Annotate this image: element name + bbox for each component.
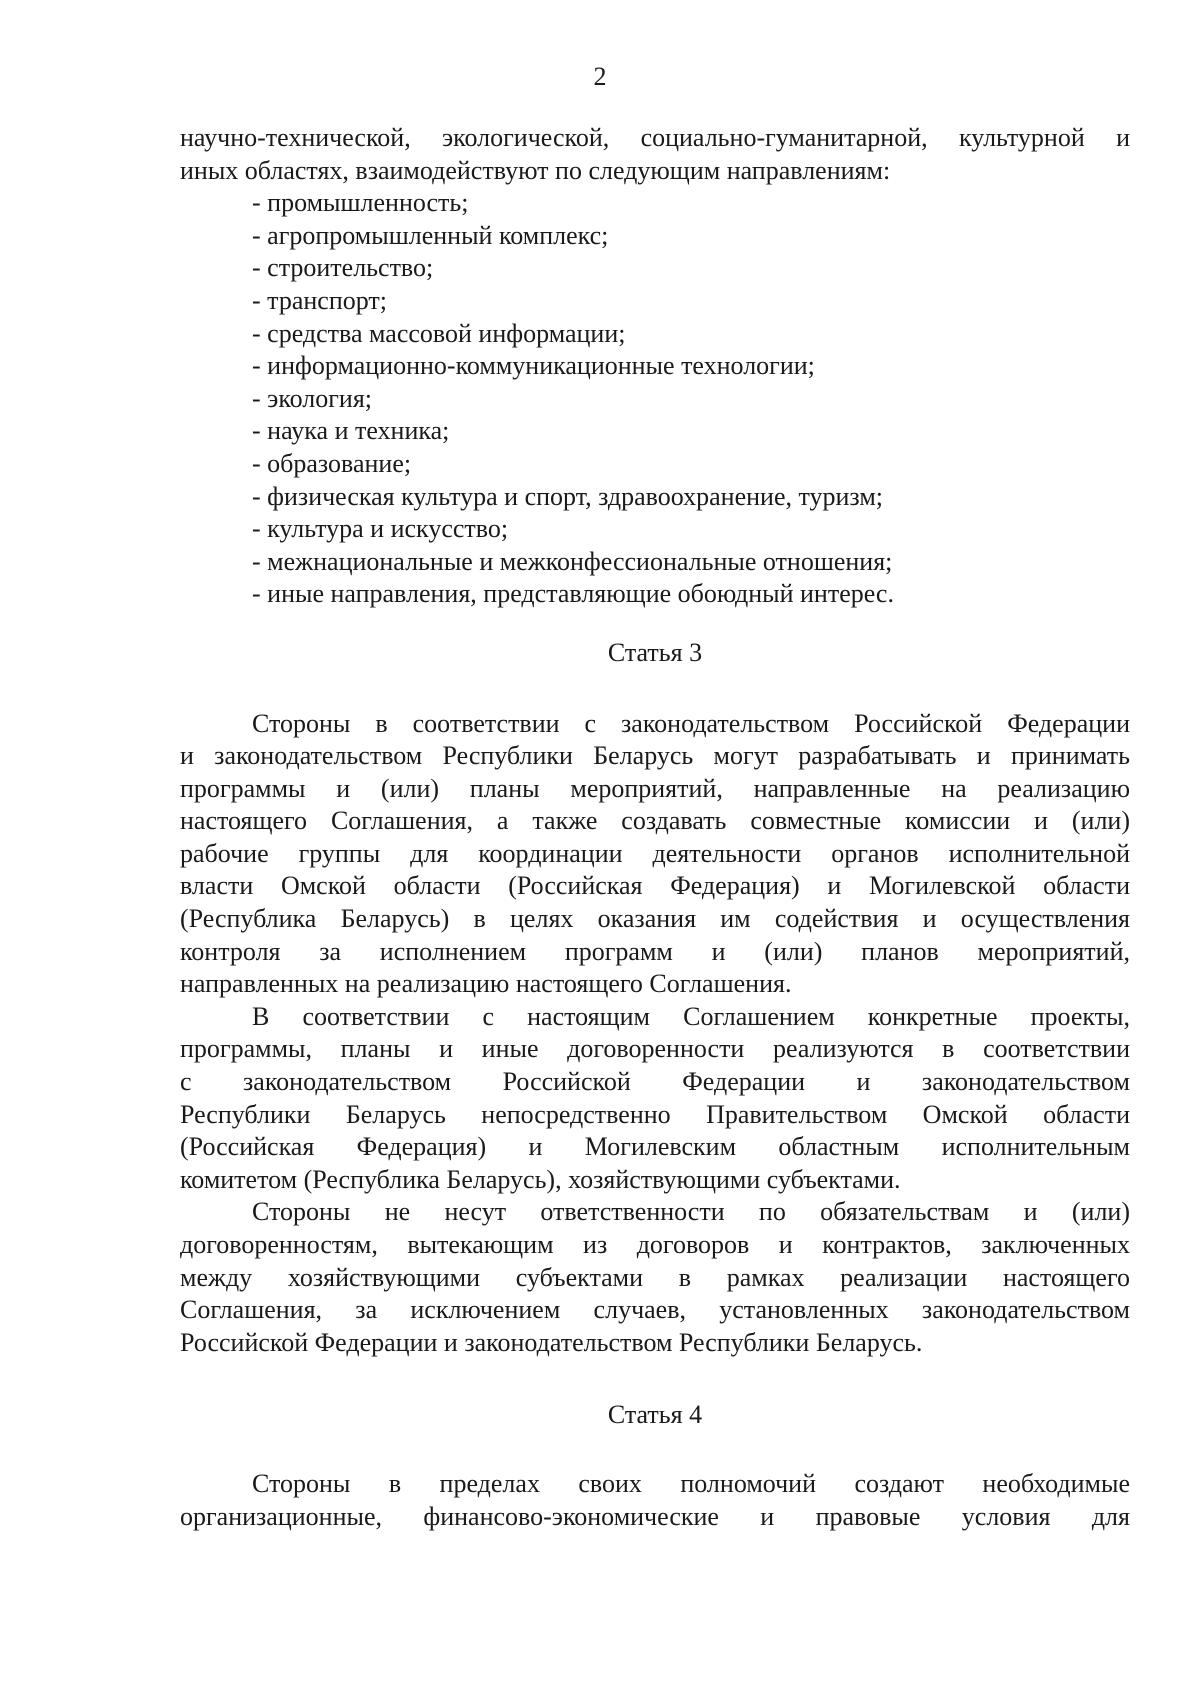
paragraph-line: Российской Федерации и законодательством Республики Беларусь. xyxy=(180,1327,923,1357)
paragraph-line: Соглашения, за исключением случаев, установленных законодательством xyxy=(180,1295,1130,1325)
list-item: - физическая культура и спорт, здравоохранение, туризм; xyxy=(252,481,883,511)
paragraph-line: между хозяйствующими субъектами в рамках реализации настоящего xyxy=(180,1262,1130,1292)
list-item: - наука и техника; xyxy=(252,416,450,446)
paragraph-line: настоящего Соглашения, а также создавать совместные комиссии и (или) xyxy=(180,806,1130,836)
list-item: - информационно-коммуникационные технологии; xyxy=(252,351,815,381)
article-4-paragraph-1 xyxy=(180,1468,1130,1533)
paragraph-line: власти Омской области (Российская Федерация) и Могилевской области xyxy=(180,871,1130,901)
list-item: - иные направления, представляющие обоюдный интерес. xyxy=(252,579,894,609)
paragraph-line: Стороны не несут ответственности по обязательствам и (или) xyxy=(252,1197,1130,1227)
list-item: - средства массовой информации; xyxy=(252,318,626,348)
page-number: 2 xyxy=(593,62,607,91)
paragraph-line: комитетом (Республика Беларусь), хозяйствующими субъектами. xyxy=(180,1164,901,1194)
list-item: - межнациональные и межконфессиональные отношения; xyxy=(252,546,893,576)
paragraph-line: Стороны в соответствии с законодательством Российской Федерации xyxy=(252,708,1130,738)
paragraph-line: Республики Беларусь непосредственно Правительством Омской области xyxy=(180,1099,1130,1129)
article-3-paragraph-3 xyxy=(180,1196,1130,1359)
paragraph-line: контроля за исполнением программ и (или) планов мероприятий, xyxy=(180,936,1130,966)
paragraph-line: программы и (или) планы мероприятий, направленные на реализацию xyxy=(180,773,1130,803)
intro-line: научно-технической, экологической, социально-гуманитарной, культурной и xyxy=(180,123,1130,152)
paragraph-line: Стороны в пределах своих полномочий создают необходимые xyxy=(252,1468,1130,1498)
paragraph-line: и законодательством Республики Беларусь могут разрабатывать и принимать xyxy=(180,741,1130,771)
list-item: - промышленность; xyxy=(252,188,469,218)
article-4-heading: Статья 4 xyxy=(607,1400,703,1430)
paragraph-line: организационные, финансово-экономические и правовые условия для xyxy=(180,1501,1130,1531)
paragraph-line: В соответствии с настоящим Соглашением конкретные проекты, xyxy=(252,1001,1130,1031)
directions-list xyxy=(180,187,1130,611)
list-item: - строительство; xyxy=(252,253,434,283)
paragraph-line: с законодательством Российской Федерации и законодательством xyxy=(180,1067,1130,1097)
list-item: - транспорт; xyxy=(252,285,387,315)
paragraph-line: договоренностям, вытекающим из договоров и контрактов, заключенных xyxy=(180,1230,1130,1259)
paragraph-line: направленных на реализацию настоящего Соглашения. xyxy=(180,969,792,999)
document-body xyxy=(180,122,1130,1533)
list-item: - образование; xyxy=(252,448,412,478)
article-3-heading: Статья 3 xyxy=(607,637,703,667)
intro-paragraph xyxy=(180,122,1130,187)
list-item: - агропромышленный комплекс; xyxy=(252,220,609,250)
paragraph-line: рабочие группы для координации деятельности органов исполнительной xyxy=(180,838,1130,868)
list-item: - культура и искусство; xyxy=(252,514,509,544)
paragraph-line: (Республика Беларусь) в целях оказания им содействия и осуществления xyxy=(180,904,1130,934)
article-3-paragraph-2 xyxy=(180,1001,1130,1197)
intro-line: иных областях, взаимодействуют по следующим направлениям: xyxy=(180,155,891,185)
paragraph-line: (Российская Федерация) и Могилевским областным исполнительным xyxy=(180,1132,1130,1162)
list-item: - экология; xyxy=(252,383,373,413)
article-3-paragraph-1 xyxy=(180,708,1130,1001)
paragraph-line: программы, планы и иные договоренности реализуются в соответствии xyxy=(180,1034,1130,1064)
